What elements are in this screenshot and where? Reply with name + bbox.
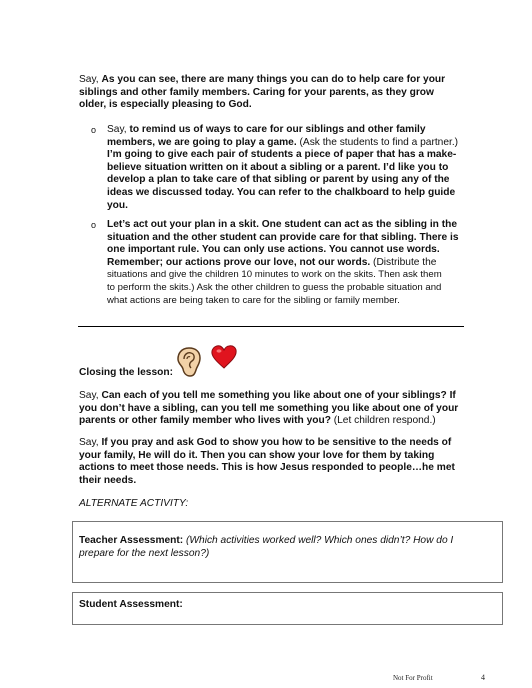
bullet-1-line-4: believe situation written on it about a sibling or a parent. I’d like you to: [107, 161, 449, 173]
closing-1-line-3b: (Let children respond.): [330, 415, 436, 427]
bullet-1-line-3: I’m going to give each pair of students a piece of paper that has a make-: [107, 149, 457, 161]
intro-line-2: siblings and other family members. Caring for your parents, as they grow: [79, 86, 434, 98]
bullet-2-line-1: Let’s act out your plan in a skit. One student can act as the sibling in the: [107, 219, 458, 230]
bullet-2-line-5: situations and give the children 10 minutes to work on the skits. Then ask them: [107, 269, 442, 281]
ear-icon: [176, 346, 202, 378]
closing-heading: Closing the lesson:: [79, 367, 173, 378]
alternate-activity-label: ALTERNATE ACTIVITY:: [79, 498, 189, 509]
bullet-2-line-3: one important rule. You can only use actions. You cannot use words.: [107, 244, 440, 256]
bullet-2-line-4a: Remember; our actions prove our love, not our words.: [107, 256, 371, 268]
page-number: 4: [481, 673, 485, 682]
bullet-2-line-7: what actions are being taken to care for the sibling or family member.: [107, 294, 400, 306]
bullet-1-line-1: to remind us of ways to care for our siblings and other family: [129, 124, 426, 135]
closing-2-line-2: your family, He will do it. Then you can show your love for them by taking: [79, 449, 435, 461]
closing-2-line-1: If you pray and ask God to show you how to be sensitive to the needs of: [101, 437, 452, 448]
bullet-2-line-6: to perform the skits.) Ask the other children to guess the probable situation and: [107, 281, 442, 293]
intro-line-3: older, is especially pleasing to God.: [79, 99, 252, 111]
footer-text: Not For Profit: [393, 674, 433, 682]
bullet-paragraph-1: [107, 124, 487, 212]
bullet-marker-2: o: [91, 220, 97, 230]
bullet-1-line-6: ideas we discussed today. You can refer to the chalkboard to help guide: [107, 186, 456, 198]
intro-paragraph: [79, 74, 479, 112]
bullet-2-line-2: situation and the other student can provide care for that sibling. There is: [107, 231, 459, 243]
student-assessment-box[interactable]: [72, 592, 503, 625]
bullet-paragraph-2: [107, 219, 491, 307]
teacher-assessment-prompt-2: prepare for the next lesson?): [79, 547, 210, 559]
closing-1-line-1: Can each of you tell me something you like about one of your siblings? If: [101, 390, 456, 401]
bullet-1-line-2b: (Ask the students to find a partner.): [296, 136, 459, 148]
closing-paragraph-1: [79, 390, 499, 428]
bullet-1-line-5: develop a plan to take care of that sibling or parent by using any of the: [107, 174, 450, 186]
closing-1-line-3a: parents or other family member who lives with you?: [79, 415, 331, 427]
closing-1-line-2: you don’t have a sibling, can you tell me something you like about one of your: [79, 402, 459, 414]
teacher-assessment-box[interactable]: [72, 521, 503, 583]
bullet-1-say: Say,: [107, 124, 130, 135]
closing-paragraph-2: [79, 437, 499, 487]
closing-2-line-3: actions to meet those needs. This is how Jesus responded to people…he met: [79, 462, 455, 474]
section-divider: [78, 326, 464, 327]
bullet-2-line-4b: (Distribute the: [370, 256, 437, 268]
teacher-assessment-text: [79, 535, 499, 560]
heart-icon: [210, 344, 238, 370]
teacher-assessment-prompt-1: (Which activities worked well? Which ones didn’t? How do I: [183, 535, 454, 546]
intro-line-1: As you can see, there are many things you can do to help care for your: [101, 74, 446, 85]
closing-2-line-4: their needs.: [79, 474, 137, 486]
teacher-assessment-label: Teacher Assessment:: [79, 535, 184, 546]
bullet-1-line-7: you.: [107, 199, 128, 211]
bullet-1-line-2a: members, we are going to play a game.: [107, 136, 297, 148]
closing-1-say: Say,: [79, 390, 102, 401]
student-assessment-label: Student Assessment:: [79, 599, 183, 610]
bullet-marker-1: o: [91, 125, 97, 135]
intro-say: Say,: [79, 74, 102, 85]
closing-2-say: Say,: [79, 437, 102, 448]
